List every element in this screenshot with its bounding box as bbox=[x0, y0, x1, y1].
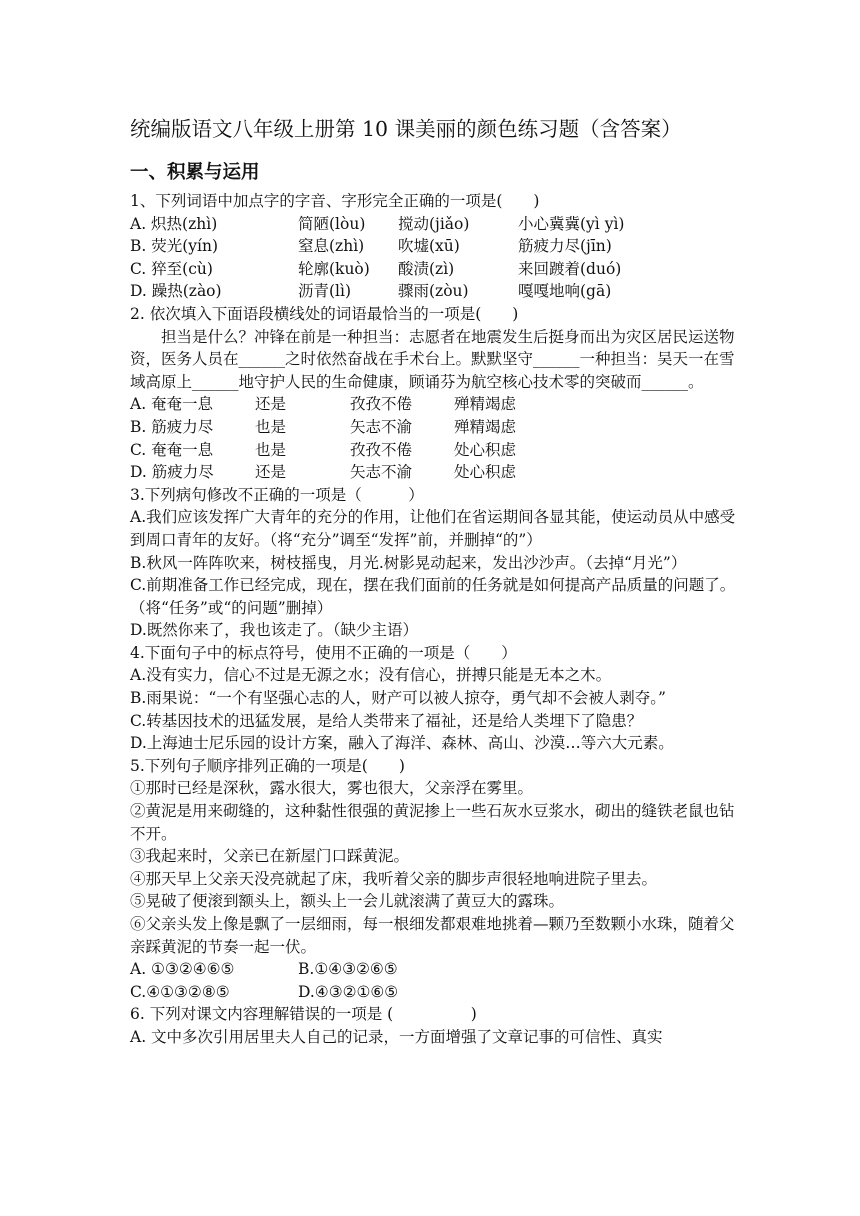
question-2-option-b: B. 筋疲力尽 也是 矢志不渝 殚精竭虑 bbox=[130, 417, 517, 436]
question-5-sentence-2: ②黄泥是用来砌缝的，这种黏性很强的黄泥掺上一些石灰水豆浆水，砌出的缝铁老鼠也钻不开。 bbox=[130, 802, 735, 843]
question-1-option-a: A. 炽热(zhì) 简陋(lòu) 搅动(jiǎo) 小心冀冀(yì yì) bbox=[130, 214, 625, 233]
question-5-sentence-6: ⑥父亲头发上像是飘了一层细雨，每一根细发都艰难地挑着—颗乃至数颗小水珠，随着父亲踩黄泥的节奏一起一伏。 bbox=[130, 915, 735, 956]
document-title: 统编版语文八年级上册第 10 课美丽的颜色练习题（含答案） bbox=[130, 117, 682, 141]
question-4-option-d: D.上海迪士尼乐园的设计方案，融入了海洋、森林、高山、沙漠…等六大元素。 bbox=[130, 734, 674, 753]
question-2-option-d: D. 筋疲力尽 还是 矢志不渝 处心积虑 bbox=[130, 463, 517, 482]
question-3-option-c: C.前期准备工作已经完成，现在，摆在我们面前的任务就是如何提高产品质量的问题了。（将“任务”或“的问题”删掉） bbox=[130, 576, 736, 617]
question-4-option-c: C.转基因技术的迅猛发展，是给人类带来了福祉，还是给人类埋下了隐患？ bbox=[130, 711, 643, 730]
question-2-passage: 担当是什么？冲锋在前是一种担当：志愿者在地震发生后挺身而出为灾区居民运送物资，医务人员在______之时依然奋战在手术台上。默默坚守______一种担当：吴天一在雪域高原上______地守护人民的生命健康，顾诵芬为航空核心技术零的突破而______。 bbox=[130, 327, 735, 391]
question-5-options-ab bbox=[130, 958, 740, 981]
question-1-stem: 1、下列词语中加点字的字音、字形完全正确的一项是( ) bbox=[130, 192, 540, 210]
document-body bbox=[130, 190, 740, 1049]
question-6-option-a: A. 文中多次引用居里夫人自己的记录，一方面增强了文章记事的可信性、真实 bbox=[130, 1027, 663, 1046]
question-5-sentence-5: ⑤晃破了便滚到额头上，额头上一会儿就滚满了黄豆大的露珠。 bbox=[130, 892, 565, 911]
question-3-stem: 3.下列病句修改不正确的一项是（ ） bbox=[130, 485, 424, 504]
question-4-stem: 4.下面句子中的标点符号，使用不正确的一项是（ ） bbox=[130, 643, 517, 662]
question-4-option-b: B.雨果说：“一个有坚强心志的人，财产可以被人掠夺，勇气却不会被人剥夺。” bbox=[130, 689, 666, 708]
question-1-option-c: C. 猝至(cù) 轮廓(kuò) 酸渍(zì) 来回踱着(duó) bbox=[130, 259, 622, 278]
question-3-option-b: B.秋风一阵阵吹来，树枝摇曳，月光.树影晃动起来，发出沙沙声。（去掉“月光”） bbox=[130, 553, 687, 572]
section-heading: 一、积累与运用 bbox=[130, 162, 260, 183]
question-3-option-a: A.我们应该发挥广大青年的充分的作用，让他们在省运期间各显其能，使运动员从中感受到周口青年的友好。（将“充分”调至“发挥”前，并删掉“的”） bbox=[130, 508, 736, 549]
question-2-stem: 2. 依次填入下面语段横线处的词语最恰当的一项是( ) bbox=[130, 304, 519, 323]
question-5-sentence-4: ④那天早上父亲天没亮就起了床，我听着父亲的脚步声很轻地响进院子里去。 bbox=[130, 869, 658, 888]
question-1-option-b: B. 荧光(yín) 窒息(zhì) 吹墟(xū) 筋疲力尽(jīn) bbox=[130, 237, 612, 256]
question-4-option-a: A.没有实力，信心不过是无源之水；没有信心，拼搏只能是无本之木。 bbox=[130, 666, 612, 685]
question-6-stem: 6. 下列对课文内容理解错误的一项是 ( ) bbox=[130, 1005, 477, 1024]
question-5-options-cd bbox=[130, 981, 740, 1004]
question-2-option-c: C. 奄奄一息 也是 孜孜不倦 处心积虑 bbox=[130, 440, 517, 459]
question-5-sentence-3: ③我起来时，父亲已在新屋门口踩黄泥。 bbox=[130, 847, 410, 866]
question-5-option-d: D.④③②①⑥⑤ bbox=[298, 982, 399, 1001]
question-5-sentence-1: ①那时已经是深秋，露水很大，雾也很大，父亲浮在雾里。 bbox=[130, 779, 534, 798]
question-5-option-c: C.④①③②⑧⑤ bbox=[130, 982, 230, 1001]
question-1-option-d: D. 躁热(zào) 沥青(lì) 骤雨(zòu) 嘎嘎地响(gā) bbox=[130, 282, 612, 301]
question-5-option-a: A. ①③②④⑥⑤ bbox=[130, 960, 235, 979]
question-5-option-b: B.①④③②⑥⑤ bbox=[298, 960, 398, 979]
question-2-option-a: A. 奄奄一息 还是 孜孜不倦 殚精竭虑 bbox=[130, 395, 517, 414]
question-5-stem: 5.下列句子顺序排列正确的一项是( ) bbox=[130, 756, 405, 775]
question-3-option-d: D.既然你来了，我也该走了。（缺少主语） bbox=[130, 621, 419, 640]
